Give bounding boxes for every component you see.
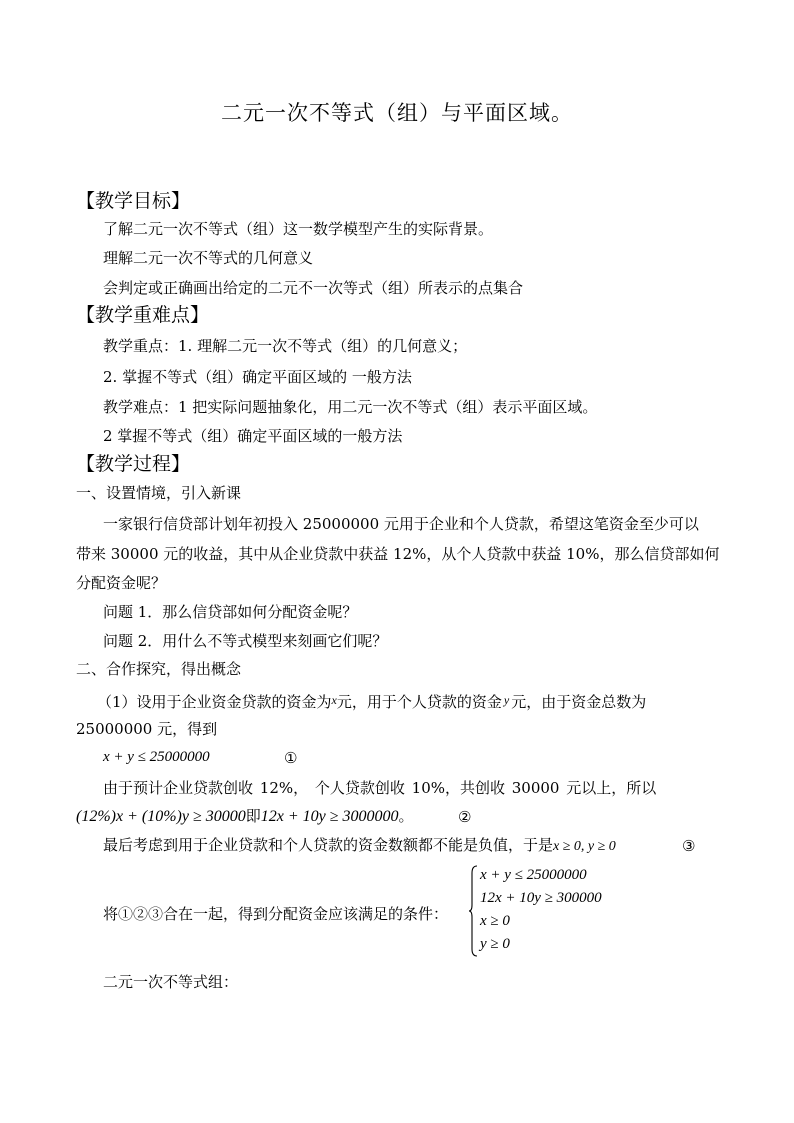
revenue-inequality: (12%)x + (10%)y ≥ 30000 [76, 808, 246, 825]
nonnegative-text: 最后考虑到用于企业贷款和个人贷款的资金数额都不能是负值，于是 [103, 836, 554, 854]
nonnegative-math: x ≥ 0, y ≥ 0 [553, 839, 616, 854]
intro-paragraph-line-2: 带来 30000 元的收益，其中从企业贷款中获益 12%，从个人贷款中获益 10%，那么信贷部如何 [76, 545, 720, 563]
revenue-inequality-simplified: 12x + 10y ≥ 3000000 [260, 808, 399, 825]
page-title: 二元一次不等式（组）与平面区域。 [221, 101, 573, 125]
combine-text: 将①②③合在一起，得到分配资金应该满足的条件： [103, 905, 449, 923]
inequality-1: x + y ≤ 25000000 [103, 749, 210, 765]
system-row-4: y ≥ 0 [480, 936, 510, 952]
keypoint-item-3: 教学难点：1 把实际问题抽象化，用二元一次不等式（组）表示平面区域。 [103, 398, 598, 416]
marker-2: ② [458, 808, 472, 826]
question-2: 问题 2．用什么不等式模型来刻画它们呢？ [103, 632, 388, 650]
intro-paragraph-line-1: 一家银行信贷部计划年初投入 25000000 元用于企业和个人贷款，希望这笔资金至少可以 [103, 515, 699, 533]
process-heading: 【教学过程】 [76, 453, 191, 475]
var-y: y [503, 693, 510, 707]
part1-title: 一、设置情境，引入新课 [76, 484, 242, 502]
keypoints-heading: 【教学重难点】 [76, 304, 210, 326]
left-brace-icon [468, 865, 478, 957]
goal-item-2: 理解二元一次不等式的几何意义 [103, 249, 314, 267]
setup-text-b: 元，用于个人贷款的资金 [336, 693, 502, 711]
system-row-2: 12x + 10y ≥ 300000 [480, 890, 602, 906]
marker-1: ① [284, 749, 298, 767]
var-x: x [331, 693, 337, 707]
revenue-connector: 即 [245, 807, 261, 825]
setup-line-1 [97, 689, 646, 713]
goal-item-1: 了解二元一次不等式（组）这一数学模型产生的实际背景。 [103, 220, 494, 238]
revenue-period: 。 [398, 807, 414, 825]
goal-item-3: 会判定或正确画出给定的二元不一次等式（组）所表示的点集合 [103, 279, 524, 297]
goals-heading: 【教学目标】 [76, 190, 191, 212]
inequality-system [468, 865, 618, 957]
marker-3: ③ [682, 837, 696, 855]
part2-title: 二、合作探究，得出概念 [76, 660, 242, 678]
setup-text-a: （1）设用于企业资金贷款的资金为 [97, 693, 332, 711]
revenue-line-2 [76, 805, 414, 828]
intro-paragraph-line-3: 分配资金呢？ [76, 574, 167, 592]
keypoint-item-4: 2 掌握不等式（组）确定平面区域的一般方法 [103, 427, 403, 445]
nonnegative-line [103, 834, 616, 858]
keypoint-item-2: 2. 掌握不等式（组）确定平面区域的 一般方法 [103, 368, 412, 386]
system-label: 二元一次不等式组： [103, 973, 239, 991]
system-row-3: x ≥ 0 [480, 913, 510, 929]
setup-text-c: 元，由于资金总数为 [511, 693, 647, 711]
keypoint-item-1: 教学重点：1. 理解二元一次不等式（组）的几何意义； [103, 337, 468, 355]
setup-line-2: 25000000 元，得到 [76, 720, 218, 738]
system-row-1: x + y ≤ 25000000 [480, 867, 587, 883]
revenue-line-1: 由于预计企业贷款创收 12%， 个人贷款创收 10%，共创收 30000 元以上，所以 [103, 779, 657, 797]
question-1: 问题 1．那么信贷部如何分配资金呢？ [103, 603, 358, 621]
